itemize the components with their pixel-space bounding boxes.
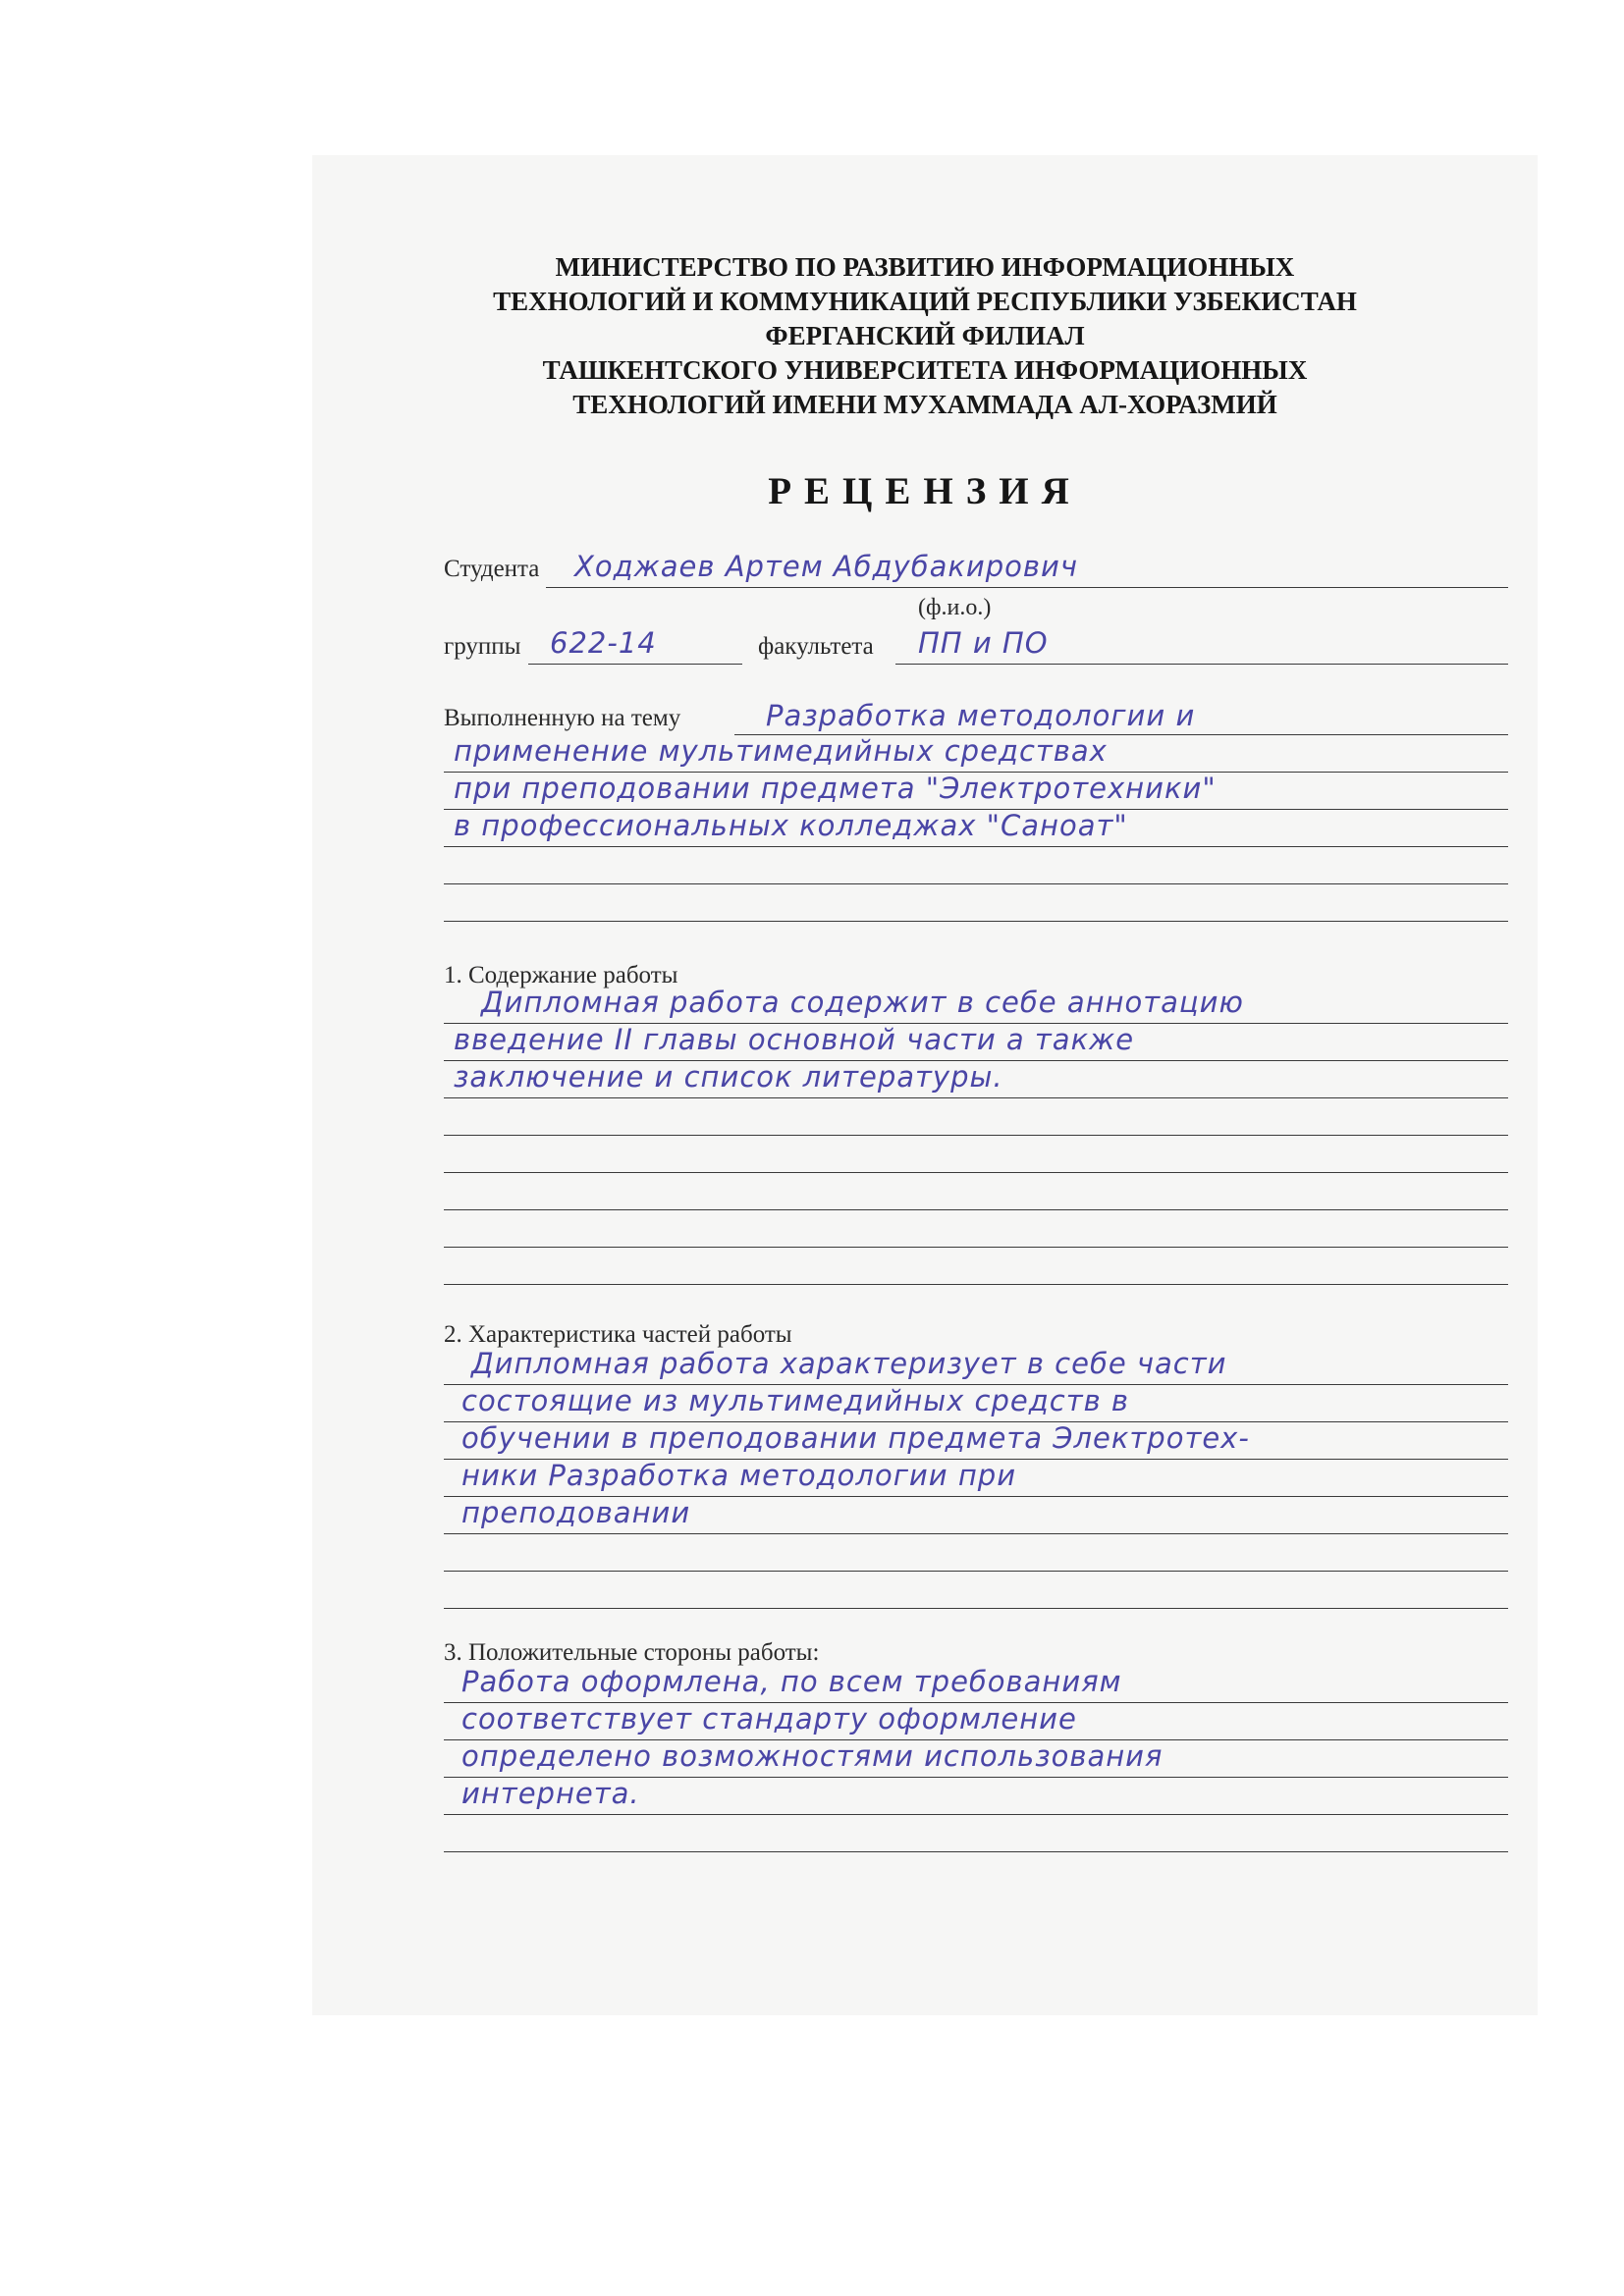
section-3-line: интернета.	[461, 1777, 640, 1810]
student-name: Ходжаев Артем Абдубакирович	[574, 550, 1078, 583]
header-line: ТЕХНОЛОГИЙ ИМЕНИ МУХАММАДА АЛ-ХОРАЗМИЙ	[572, 390, 1277, 419]
section-2-line: обучении в преподовании предмета Электротех-	[461, 1421, 1250, 1455]
topic-rule	[444, 883, 1508, 884]
section-2-line: ники Разработка методологии при	[461, 1459, 1017, 1492]
section-1-line: введение II главы основной части а также	[454, 1023, 1135, 1056]
topic-line: Разработка методологии и	[766, 699, 1196, 732]
section-1-rule	[444, 1209, 1508, 1210]
section-1-rule	[444, 1172, 1508, 1173]
group-value: 622-14	[550, 626, 657, 660]
section-1-rule	[444, 1097, 1508, 1098]
section-2-rule	[444, 1571, 1508, 1572]
header-line: ТЕХНОЛОГИЙ И КОММУНИКАЦИЙ РЕСПУБЛИКИ УЗБЕКИСТАН	[493, 287, 1357, 316]
section-2-line: преподовании	[461, 1496, 691, 1529]
header-line: ТАШКЕНТСКОГО УНИВЕРСИТЕТА ИНФОРМАЦИОННЫХ	[542, 355, 1308, 385]
student-label: Студента	[444, 556, 540, 582]
section-3-label: 3. Положительные стороны работы:	[444, 1639, 820, 1666]
header-line: ФЕРГАНСКИЙ ФИЛИАЛ	[765, 321, 1085, 350]
section-2-rule	[444, 1533, 1508, 1534]
section-1-label: 1. Содержание работы	[444, 962, 678, 988]
section-1-line: заключение и список литературы.	[454, 1060, 1003, 1094]
topic-label: Выполненную на тему	[444, 705, 681, 731]
section-3-rule	[444, 1814, 1508, 1815]
header-line: МИНИСТЕРСТВО ПО РАЗВИТИЮ ИНФОРМАЦИОННЫХ	[555, 252, 1295, 282]
section-1-line: Дипломная работа содержит в себе аннотацию	[481, 986, 1244, 1019]
section-3-line: Работа оформлена, по всем требованиям	[461, 1665, 1122, 1698]
section-3-rule	[444, 1851, 1508, 1852]
group-rule	[528, 664, 742, 665]
section-2-rule	[444, 1608, 1508, 1609]
faculty-rule	[895, 664, 1508, 665]
topic-rule	[444, 921, 1508, 922]
institution-header	[312, 250, 1538, 422]
section-3-line: определено возможностями использования	[461, 1739, 1164, 1773]
topic-line: при преподовании предмета "Электротехники"	[454, 772, 1217, 805]
section-2-line: Дипломная работа характеризует в себе части	[471, 1347, 1227, 1380]
section-2-line: состоящие из мультимедийных средств в	[461, 1384, 1130, 1417]
faculty-value: ПП и ПО	[918, 626, 1049, 660]
topic-line: применение мультимедийных средствах	[454, 734, 1108, 768]
topic-line: в профессиональных колледжах "Саноат"	[454, 809, 1128, 842]
student-rule	[546, 587, 1508, 588]
fio-caption: (ф.и.о.)	[918, 595, 992, 620]
section-2-label: 2. Характеристика частей работы	[444, 1321, 792, 1348]
section-1-rule	[444, 1247, 1508, 1248]
section-3-line: соответствует стандарту оформление	[461, 1702, 1077, 1735]
section-1-rule	[444, 1135, 1508, 1136]
faculty-label: факультета	[758, 633, 874, 660]
topic-rule	[444, 846, 1508, 847]
section-1-rule	[444, 1284, 1508, 1285]
group-label: группы	[444, 633, 521, 660]
document-title: РЕЦЕНЗИЯ	[768, 470, 1082, 512]
